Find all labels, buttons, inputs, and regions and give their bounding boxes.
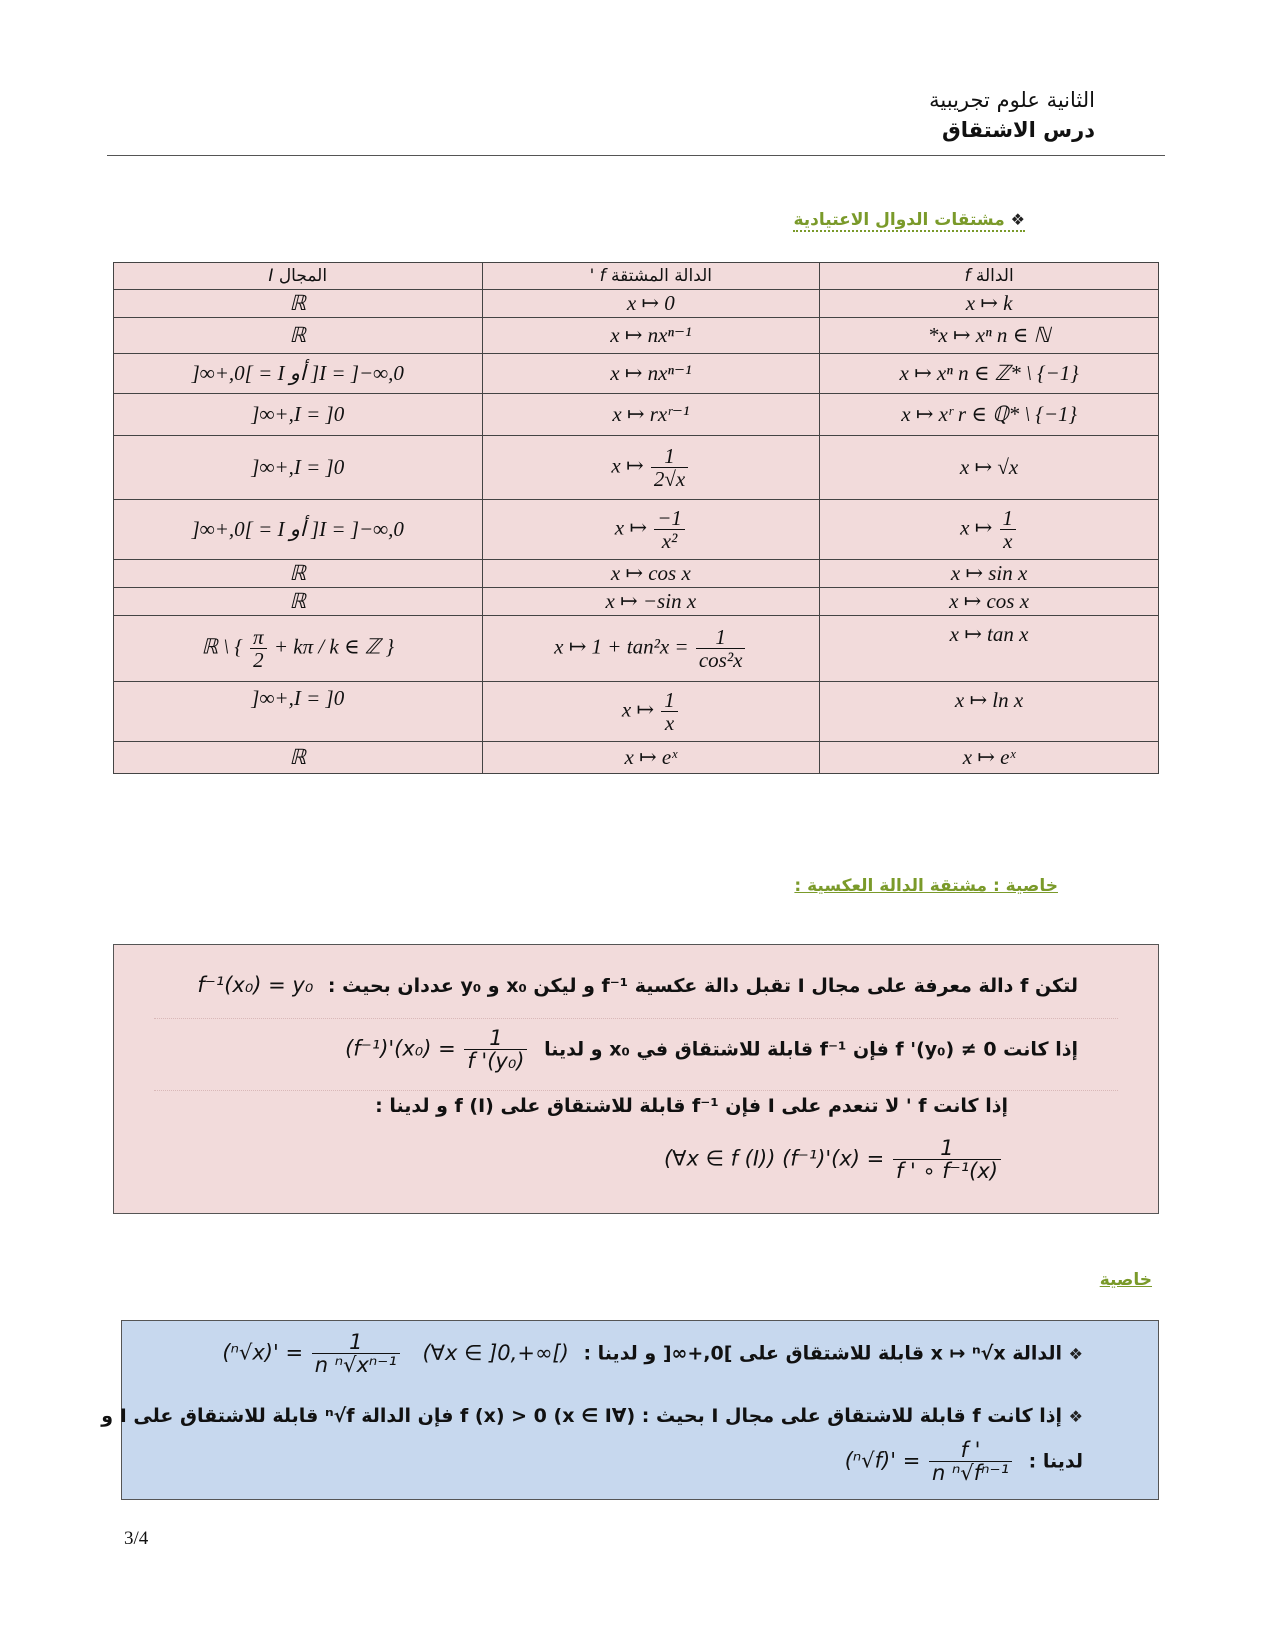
property-line-2: ❖ إذا كانت f قابلة للاشتقاق على مجال I بحيث : (∀x ∈ I) f (x) > 0 فإن الدالة ⁿ√f قابلة للاشتقاق على I و bbox=[101, 1405, 1083, 1427]
section-title-property: خاصية bbox=[1099, 1270, 1152, 1290]
table-row bbox=[114, 616, 1159, 682]
section-title-inverse-derivative: خاصية : مشتقة الدالة العكسية : bbox=[794, 876, 1058, 896]
dotted-separator bbox=[154, 1090, 1118, 1091]
cell-function: x ↦ xʳ r ∈ ℚ* \ {−1} bbox=[820, 394, 1159, 436]
page-number: 3/4 bbox=[124, 1528, 149, 1549]
theorem-line-4: (∀x ∈ f (I)) (f⁻¹)'(x) = $\frac{1}{\text{f ' ∘ f⁻¹(x)}}$ bbox=[664, 1137, 1003, 1182]
table-row bbox=[114, 394, 1159, 436]
cell-derivative: x ↦ cos x bbox=[482, 560, 820, 588]
cell-function: x ↦ √x bbox=[820, 436, 1159, 500]
cell-function: x ↦ tan x bbox=[820, 616, 1159, 682]
cell-function: x ↦ xⁿ n ∈ ℤ* \ {−1} bbox=[820, 354, 1159, 394]
cell-derivative: x ↦ nxⁿ⁻¹ bbox=[482, 318, 820, 354]
page-header bbox=[929, 88, 1095, 142]
header-function: الدالة f bbox=[820, 263, 1159, 290]
fraction: $\frac{-1}{\text{x²}}$ bbox=[654, 507, 685, 552]
derivatives-table bbox=[113, 262, 1159, 774]
theorem-line-3: إذا كانت f ' لا تنعدم على I فإن f⁻¹ قابلة للاشتقاق على f (I) و لدينا : bbox=[375, 1095, 1008, 1117]
property-line-1: ❖ الدالة x ↦ ⁿ√x قابلة للاشتقاق على ]0,+∞[ و لدينا : (ⁿ√x)' = $\frac{1}{\text{n ⁿ√xⁿ⁻¹}}$ (∀x ∈ ]0,+∞[) bbox=[222, 1330, 1083, 1378]
fraction: $\frac{1}{x}$ bbox=[661, 689, 678, 734]
dotted-separator bbox=[154, 1018, 1118, 1019]
cell-function: x ↦ sin x bbox=[820, 560, 1159, 588]
cell-domain: ℝ bbox=[114, 588, 483, 616]
cell-derivative: x ↦ eˣ bbox=[482, 742, 820, 774]
cell-domain: I = ]−∞,0[ أو I = ]0,+∞[ bbox=[114, 500, 483, 560]
cell-derivative: x ↦ 1 + tan²x = $\frac{1}{\text{cos²x}}$ bbox=[482, 616, 820, 682]
header-domain: المجال I bbox=[114, 263, 483, 290]
fraction: $\frac{1}{\text{f ' ∘ f⁻¹(x)}}$ bbox=[893, 1137, 1001, 1182]
table-header-row bbox=[114, 263, 1159, 290]
cell-derivative: x ↦ 0 bbox=[482, 290, 820, 318]
cell-domain: I = ]0,+∞[ bbox=[114, 394, 483, 436]
fraction: $\frac{f '}{\text{n ⁿ√fⁿ⁻¹}}$ bbox=[929, 1439, 1012, 1484]
theorem-line-1: لتكن f دالة معرفة على مجال I تقبل دالة عكسية f⁻¹ و ليكن x₀ و y₀ عددان بحيث : f⁻¹(x₀) = y₀ bbox=[197, 973, 1078, 997]
header-divider bbox=[107, 155, 1165, 156]
diamond-bullet-icon: ❖ bbox=[1010, 210, 1025, 229]
table-row bbox=[114, 290, 1159, 318]
table-row bbox=[114, 354, 1159, 394]
cell-function: x ↦ ln x bbox=[820, 682, 1159, 742]
cell-derivative: x ↦ $\frac{1}{x}$ bbox=[482, 682, 820, 742]
cell-function: x ↦ $\frac{1}{x}$ bbox=[820, 500, 1159, 560]
cell-domain: I = ]0,+∞[ bbox=[114, 436, 483, 500]
table-row bbox=[114, 682, 1159, 742]
table-row bbox=[114, 436, 1159, 500]
class-level: الثانية علوم تجريبية bbox=[929, 88, 1095, 112]
fraction: $\frac{1}{\text{f '(y₀)}}$ bbox=[464, 1027, 527, 1072]
cell-derivative: x ↦ nxⁿ⁻¹ bbox=[482, 354, 820, 394]
fraction: $\frac{\pi}{2}$ bbox=[250, 626, 267, 671]
cell-domain: ℝ bbox=[114, 290, 483, 318]
fraction: $\frac{1}{2√x}$ bbox=[651, 445, 688, 490]
section-title-common-derivatives: ❖ مشتقات الدوال الاعتيادية bbox=[793, 210, 1025, 230]
lesson-title: درس الاشتقاق bbox=[942, 118, 1095, 142]
diamond-bullet-icon: ❖ bbox=[1068, 1407, 1083, 1426]
cell-derivative: x ↦ rxʳ⁻¹ bbox=[482, 394, 820, 436]
table-row bbox=[114, 560, 1159, 588]
fraction: $\frac{1}{\text{n ⁿ√xⁿ⁻¹}}$ bbox=[312, 1331, 400, 1376]
cell-function: x ↦ xⁿ n ∈ ℕ* bbox=[820, 318, 1159, 354]
diamond-bullet-icon: ❖ bbox=[1068, 1344, 1083, 1364]
cell-derivative: x ↦ $\frac{1}{2√x}$ bbox=[482, 436, 820, 500]
property-line-3: لدينا : (ⁿ√f)' = $\frac{f '}{\text{n ⁿ√fⁿ⁻¹}}$ bbox=[844, 1438, 1083, 1486]
cell-derivative: x ↦ −sin x bbox=[482, 588, 820, 616]
cell-function: x ↦ k bbox=[820, 290, 1159, 318]
cell-domain: ℝ bbox=[114, 318, 483, 354]
cell-domain: ℝ bbox=[114, 560, 483, 588]
cell-derivative: x ↦ $\frac{-1}{\text{x²}}$ bbox=[482, 500, 820, 560]
cell-domain: ℝ \ { $\frac{\pi}{2}$ + kπ / k ∈ ℤ } bbox=[114, 616, 483, 682]
theorem-line-2: إذا كانت f '(y₀) ≠ 0 فإن f⁻¹ قابلة للاشتقاق في x₀ و لدينا (f⁻¹)'(x₀) = $\frac{1}{\text{f '(y₀)}}$ bbox=[345, 1026, 1078, 1074]
table-row bbox=[114, 742, 1159, 774]
table-row bbox=[114, 318, 1159, 354]
nth-root-property-box bbox=[101, 1320, 1159, 1500]
cell-domain: ℝ bbox=[114, 742, 483, 774]
header-derivative: الدالة المشتقة f ' bbox=[482, 263, 820, 290]
cell-domain: I = ]−∞,0[ أو I = ]0,+∞[ bbox=[114, 354, 483, 394]
table-row bbox=[114, 588, 1159, 616]
cell-domain: I = ]0,+∞[ bbox=[114, 682, 483, 742]
cell-function: x ↦ cos x bbox=[820, 588, 1159, 616]
cell-function: x ↦ eˣ bbox=[820, 742, 1159, 774]
fraction: $\frac{1}{\text{cos²x}}$ bbox=[696, 626, 746, 671]
fraction: $\frac{1}{x}$ bbox=[1000, 507, 1017, 552]
table-row bbox=[114, 500, 1159, 560]
inverse-derivative-box bbox=[113, 944, 1159, 1214]
